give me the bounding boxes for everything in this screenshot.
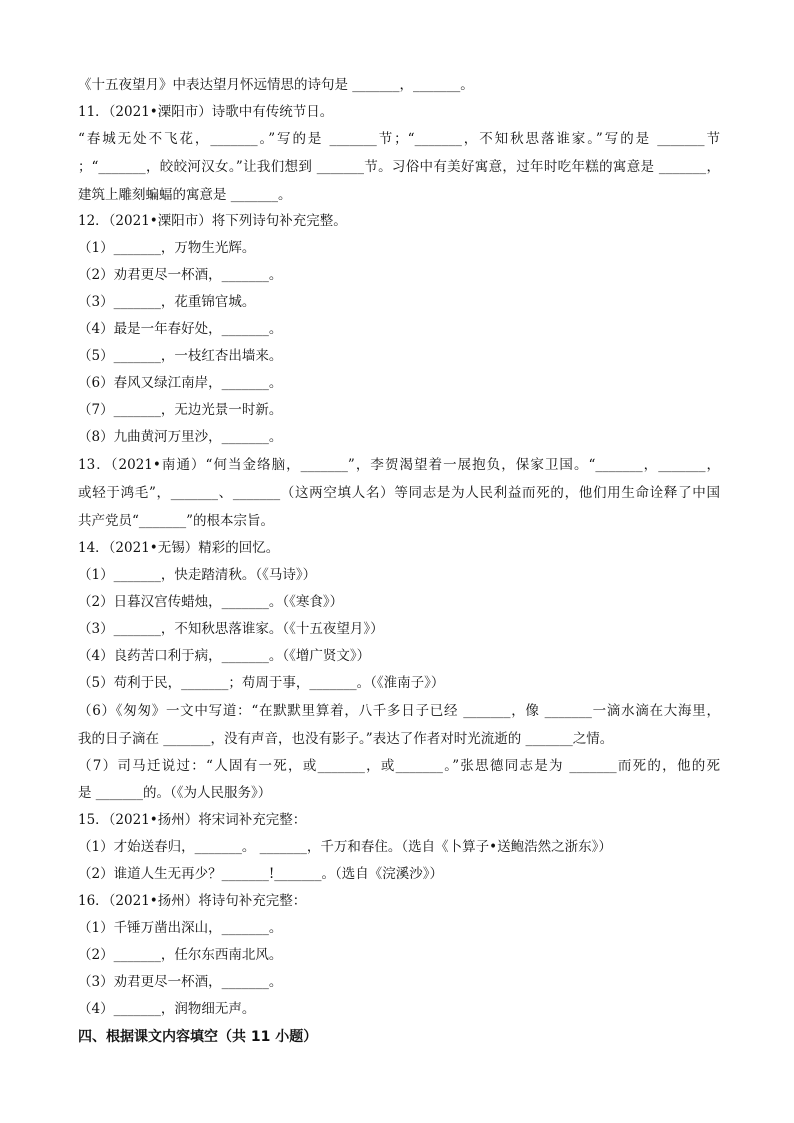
question-14-title: 14．（2021•无锡）精彩的回忆。 bbox=[78, 540, 280, 556]
text-line: （1）千锤万凿出深山，_______。 bbox=[78, 920, 283, 936]
text-line: （7）_______，无边光景一时新。 bbox=[78, 402, 283, 418]
text-line: 是 _______的。（《为人民服务》） bbox=[78, 785, 272, 801]
question-16-title: 16．（2021•扬州）将诗句补充完整： bbox=[78, 893, 307, 909]
text-line: （1）_______，万物生光辉。 bbox=[78, 240, 256, 256]
text-line: “春城无处不飞花，_______。”写的是 _______节；“_______，不知秋思落谁家。”写的是 _______节 bbox=[78, 131, 720, 147]
question-15-title: 15．（2021•扬州）将宋词补充完整： bbox=[78, 812, 307, 828]
text-line: （5）_______，一枝红杏出墙来。 bbox=[78, 348, 283, 364]
text-line: （6）春风又绿江南岸，_______。 bbox=[78, 375, 283, 391]
text-line: （3）_______，不知秋思落谁家。（《十五夜望月》） bbox=[78, 621, 384, 637]
text-line: （1）才始送春归，_______。 _______，千万和春住。（选自《卜算子•送鲍浩然之浙东》） bbox=[78, 839, 612, 855]
question-12-title: 12．（2021•溧阳市）将下列诗句补充完整。 bbox=[78, 213, 347, 229]
text-line: （3）劝君更尽一杯酒，_______。 bbox=[78, 974, 283, 990]
text-line: （2）谁道人生无再少？_______!_______。（选自《浣溪沙》） bbox=[78, 866, 444, 882]
text-line: （4）最是一年春好处，_______。 bbox=[78, 321, 283, 337]
text-line: 《十五夜望月》中表达望月怀远情思的诗句是 _______，_______。 bbox=[78, 77, 474, 93]
text-line: （5）苟利于民，_______；苟周于事，_______。（《淮南子》） bbox=[78, 675, 445, 691]
text-line: 共产党员“_______”的根本宗旨。 bbox=[78, 513, 275, 529]
text-line: 或轻于鸿毛”，_______、_______（这两空填人名）等同志是为人民利益而死的，他们用生命诠释了中国 bbox=[78, 485, 720, 501]
question-13-text: 13．（2021•南通）“何当金络脑，_______”，李贺渴望着一展抱负，保家卫国。“_______，_______， bbox=[78, 457, 720, 473]
question-11-title: 11．（2021•溧阳市）诗歌中有传统节日。 bbox=[78, 104, 334, 120]
text-line: （2）_______，任尔东西南北风。 bbox=[78, 947, 283, 963]
text-line: （8）九曲黄河万里沙，_______。 bbox=[78, 429, 283, 445]
text-line: （3）_______，花重锦官城。 bbox=[78, 294, 256, 310]
text-line: （4）_______，润物细无声。 bbox=[78, 1001, 256, 1017]
text-line: （4）良药苦口利于病，_______。（《增广贤文》） bbox=[78, 648, 371, 664]
text-line: （6）《匆匆》一文中写道：“在默默里算着，八千多日子已经 _______，像 _______一滴水滴在大海里， bbox=[78, 703, 720, 719]
text-line: （7）司马迁说过：“人固有一死，或_______，或_______。”张思德同志是为 _______而死的，他的死 bbox=[78, 758, 720, 774]
text-line: （1）_______，快走踏清秋。（《马诗》） bbox=[78, 567, 317, 583]
text-line: （2）劝君更尽一杯酒，_______。 bbox=[78, 267, 283, 283]
text-line: （2）日暮汉宫传蜡烛，_______。（《寒食》） bbox=[78, 594, 344, 610]
text-line: ；“_______，皎皎河汉女。”让我们想到 _______节。习俗中有美好寓意，过年时吃年糕的寓意是 _______， bbox=[78, 159, 720, 175]
text-line: 我的日子滴在 _______，没有声音，也没有影子。”表达了作者对时光流逝的 _______之情。 bbox=[78, 731, 614, 747]
section-heading: 四、根据课文内容填空（共 11 小题） bbox=[78, 1029, 318, 1045]
text-line: 建筑上雕刻蝙蝠的寓意是 _______。 bbox=[78, 187, 292, 203]
